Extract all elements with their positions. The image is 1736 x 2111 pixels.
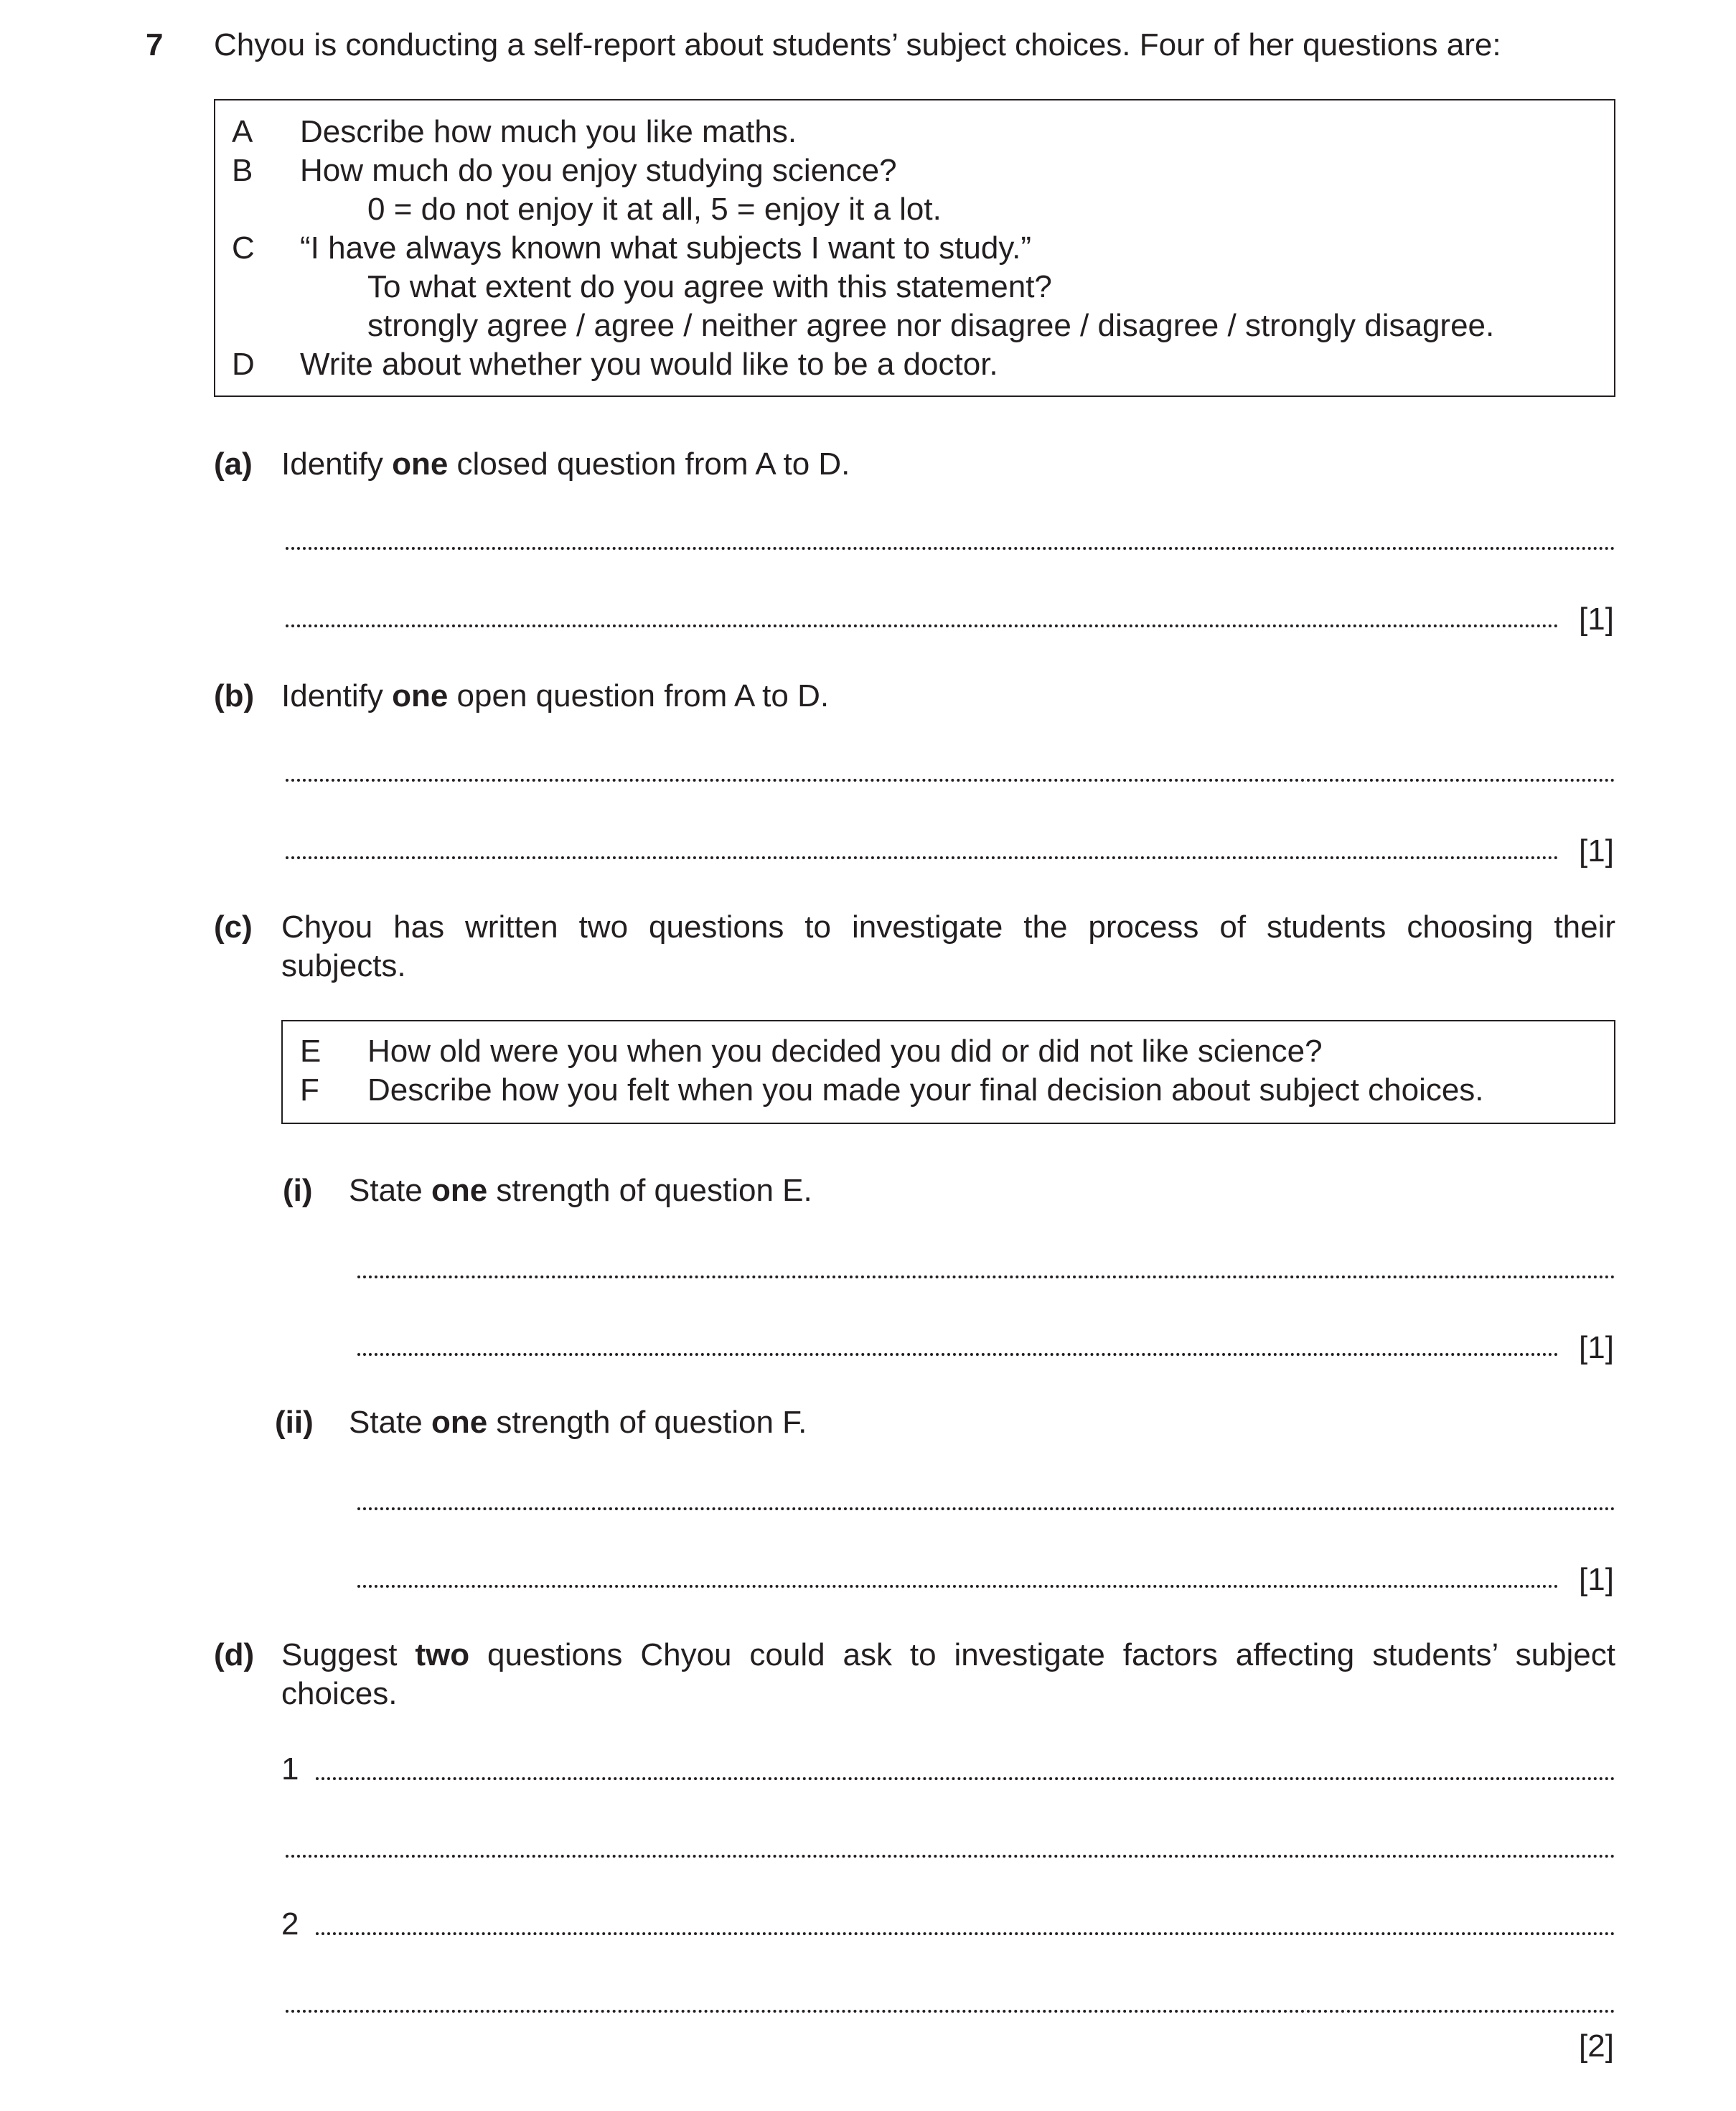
- box-question-d-line: Write about whether you would like to be a doctor.: [300, 347, 998, 382]
- part-d-mark: [2]: [1579, 2028, 1614, 2064]
- part-d-question-line-1: Suggest two questions Chyou could ask to investigate factors affecting students’ subject: [281, 1637, 1615, 1672]
- part-c-intro-line-2: subjects.: [281, 948, 406, 983]
- box-question-e: How old were you when you decided you did or did not like science?: [367, 1034, 1323, 1069]
- part-d-answer-number-2: 2: [281, 1906, 299, 1942]
- box-letter-a: A: [232, 114, 253, 149]
- box-question-c-statement: “I have always known what subjects I want to study.”: [300, 230, 1031, 266]
- part-c-ii-answer-line-1[interactable]: [357, 1507, 1615, 1510]
- box-question-b-scale: 0 = do not enjoy it at all, 5 = enjoy it a lot.: [367, 192, 942, 227]
- part-d-answer-2-line-1[interactable]: [316, 1932, 1615, 1935]
- part-c-ii-label: (ii): [275, 1405, 314, 1440]
- box-question-c-prompt: To what extent do you agree with this statement?: [367, 269, 1052, 304]
- part-c-i-answer-line-2[interactable]: [357, 1353, 1559, 1356]
- part-a-answer-line-1[interactable]: [286, 547, 1615, 550]
- part-b-question: Identify one open question from A to D.: [281, 678, 830, 713]
- box-question-c-options: strongly agree / agree / neither agree nor disagree / disagree / strongly disagree.: [367, 308, 1495, 343]
- box-letter-b: B: [232, 153, 253, 188]
- part-a-mark: [1]: [1579, 602, 1614, 637]
- part-d-answer-1-line-2[interactable]: [286, 1855, 1615, 1858]
- part-c-ii-question: State one strength of question F.: [349, 1405, 807, 1440]
- part-b-answer-line-1[interactable]: [286, 779, 1615, 782]
- part-c-ii-mark: [1]: [1579, 1562, 1614, 1597]
- part-c-ii-answer-line-2[interactable]: [357, 1585, 1559, 1588]
- box-question-f: Describe how you felt when you made your final decision about subject choices.: [367, 1072, 1484, 1108]
- part-d-answer-1-line-1[interactable]: [316, 1777, 1615, 1780]
- part-b-mark: [1]: [1579, 833, 1614, 869]
- part-d-answer-number-1: 1: [281, 1751, 299, 1787]
- box-question-a-line: Describe how much you like maths.: [300, 114, 797, 149]
- part-c-i-label: (i): [283, 1173, 313, 1208]
- part-d-label: (d): [214, 1637, 255, 1672]
- box-letter-e: E: [300, 1034, 322, 1069]
- box-letter-f: F: [300, 1072, 319, 1108]
- part-a-question: Identify one closed question from A to D.: [281, 446, 850, 482]
- part-c-intro-line-1: Chyou has written two questions to investigate the process of students choosing their: [281, 909, 1615, 945]
- part-b-label: (b): [214, 678, 255, 713]
- part-c-label: (c): [214, 909, 253, 945]
- box-letter-c: C: [232, 230, 255, 266]
- part-a-label: (a): [214, 446, 253, 482]
- part-c-i-mark: [1]: [1579, 1330, 1614, 1365]
- part-d-question-line-2: choices.: [281, 1676, 398, 1711]
- part-a-answer-line-2[interactable]: [286, 624, 1559, 627]
- part-b-answer-line-2[interactable]: [286, 856, 1559, 859]
- part-c-i-question: State one strength of question E.: [349, 1173, 812, 1208]
- box-letter-d: D: [232, 347, 255, 382]
- box-question-b-line: How much do you enjoy studying science?: [300, 153, 897, 188]
- part-c-i-answer-line-1[interactable]: [357, 1276, 1615, 1278]
- question-stem: Chyou is conducting a self-report about students’ subject choices. Four of her questions are:: [214, 27, 1501, 62]
- question-number: 7: [146, 27, 164, 62]
- part-d-answer-2-line-2[interactable]: [286, 2010, 1615, 2013]
